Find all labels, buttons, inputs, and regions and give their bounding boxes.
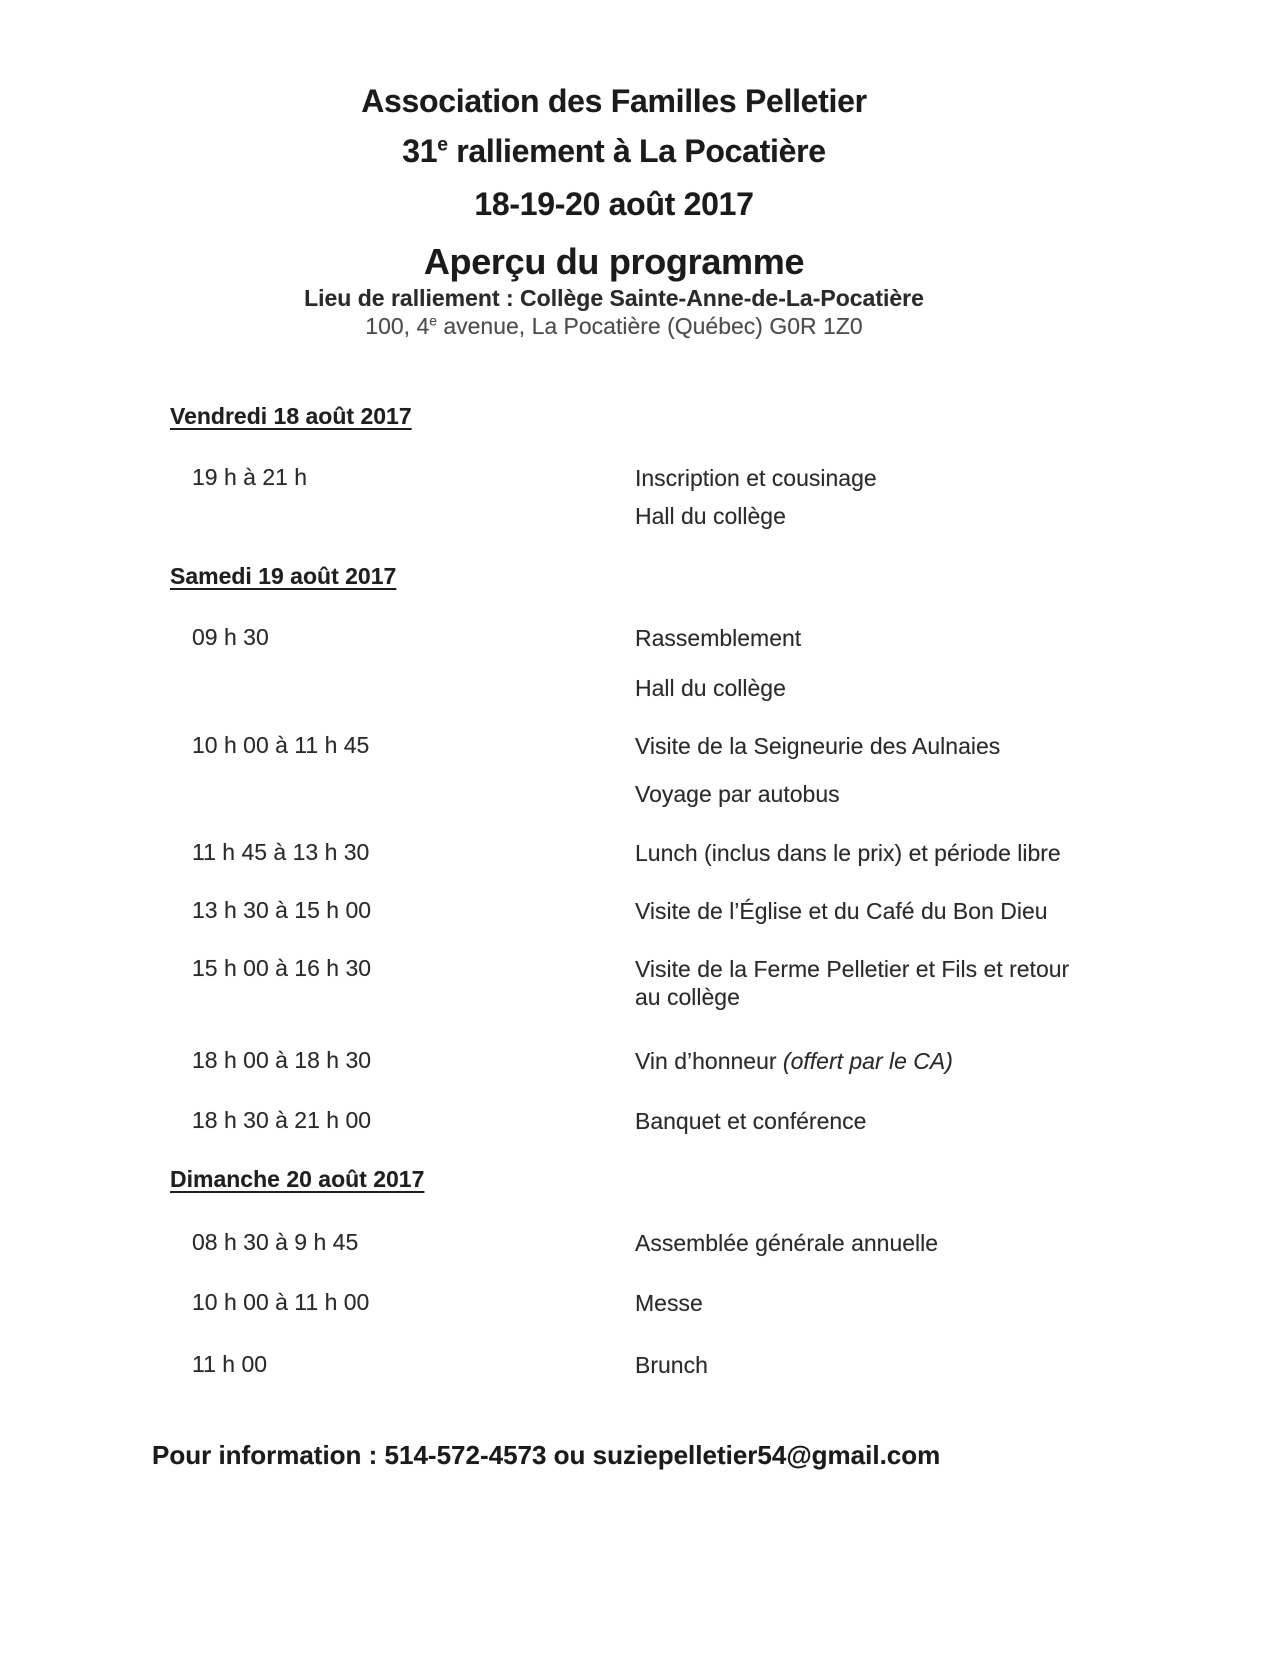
schedule-row	[0, 1289, 1282, 1319]
address-ordinal-sup: e	[429, 313, 437, 329]
page-title-line-3	[0, 186, 1228, 223]
time-label: 09 h 30	[192, 624, 269, 650]
event-description-italic: (offert par le CA)	[782, 1048, 953, 1074]
time-label: 10 h 00 à 11 h 45	[192, 732, 370, 758]
event-description	[635, 1047, 1085, 1075]
event-location: Voyage par autobus	[635, 781, 840, 807]
event-description: Lunch (inclus dans le prix) et période libre	[635, 840, 1061, 866]
event-location: Hall du collège	[635, 675, 786, 701]
section-heading-vendredi: Vendredi 18 août 2017	[170, 403, 412, 429]
rally-number-ordinal-sup: e	[437, 134, 448, 156]
event-description: Visite de la Seigneurie des Aulnaies	[635, 733, 1001, 759]
time-label: 10 h 00 à 11 h 00	[192, 1289, 370, 1315]
event-description: Rassemblement	[635, 625, 802, 651]
venue-text: Lieu de ralliement : Collège Sainte-Anne-de-La-Pocatière	[304, 285, 924, 311]
venue-line	[0, 285, 1228, 312]
address-number: 100, 4	[365, 313, 430, 339]
rally-number: 31	[402, 133, 438, 169]
event-description-normal: Vin d’honneur	[635, 1048, 783, 1074]
time-label: 15 h 00 à 16 h 30	[192, 955, 372, 981]
time-label: 18 h 00 à 18 h 30	[192, 1047, 372, 1073]
schedule-row	[0, 1047, 1282, 1077]
time-label: 08 h 30 à 9 h 45	[192, 1229, 359, 1255]
schedule-row	[0, 780, 1282, 810]
schedule-row	[0, 502, 1282, 532]
page-title-line-2	[0, 133, 1228, 170]
program-subtitle-text: Aperçu du programme	[423, 241, 805, 282]
event-dates: 18-19-20 août 2017	[474, 186, 754, 222]
rally-title-rest: ralliement à La Pocatière	[447, 133, 826, 169]
event-description: Banquet et conférence	[635, 1108, 867, 1134]
address-line	[0, 313, 1228, 340]
event-description: Visite de l’Église et du Café du Bon Dieu	[635, 898, 1048, 924]
event-description: Brunch	[635, 1352, 708, 1378]
event-description: Messe	[635, 1290, 703, 1316]
schedule-row	[0, 1351, 1282, 1381]
footer-contact: Pour information : 514-572-4573 ou suziepelletier54@gmail.com	[152, 1440, 941, 1470]
schedule-row	[0, 1107, 1282, 1137]
schedule-row	[0, 674, 1282, 704]
program-subtitle	[0, 241, 1228, 283]
section-heading-samedi: Samedi 19 août 2017	[170, 563, 397, 589]
association-name: Association des Familles Pelletier	[361, 83, 867, 119]
section-heading-dimanche: Dimanche 20 août 2017	[170, 1166, 425, 1192]
page-title-line-1	[0, 83, 1228, 120]
schedule-row	[0, 464, 1282, 494]
schedule-row	[0, 732, 1282, 762]
schedule-row	[0, 624, 1282, 654]
time-label: 13 h 30 à 15 h 00	[192, 897, 372, 923]
schedule-row	[0, 897, 1282, 927]
schedule-row	[0, 1229, 1282, 1259]
schedule-row	[0, 955, 1282, 1010]
time-label: 19 h à 21 h	[192, 464, 308, 490]
time-label: 11 h 45 à 13 h 30	[192, 839, 370, 865]
event-location: Hall du collège	[635, 503, 786, 529]
time-label: 11 h 00	[192, 1351, 268, 1377]
schedule-row	[0, 839, 1282, 869]
event-description: Assemblée générale annuelle	[635, 1230, 939, 1256]
time-label: 18 h 30 à 21 h 00	[192, 1107, 372, 1133]
address-rest: avenue, La Pocatière (Québec) G0R 1Z0	[436, 313, 863, 339]
event-description: Visite de la Ferme Pelletier et Fils et retour au collège	[635, 956, 1070, 1010]
event-description: Inscription et cousinage	[635, 465, 877, 491]
